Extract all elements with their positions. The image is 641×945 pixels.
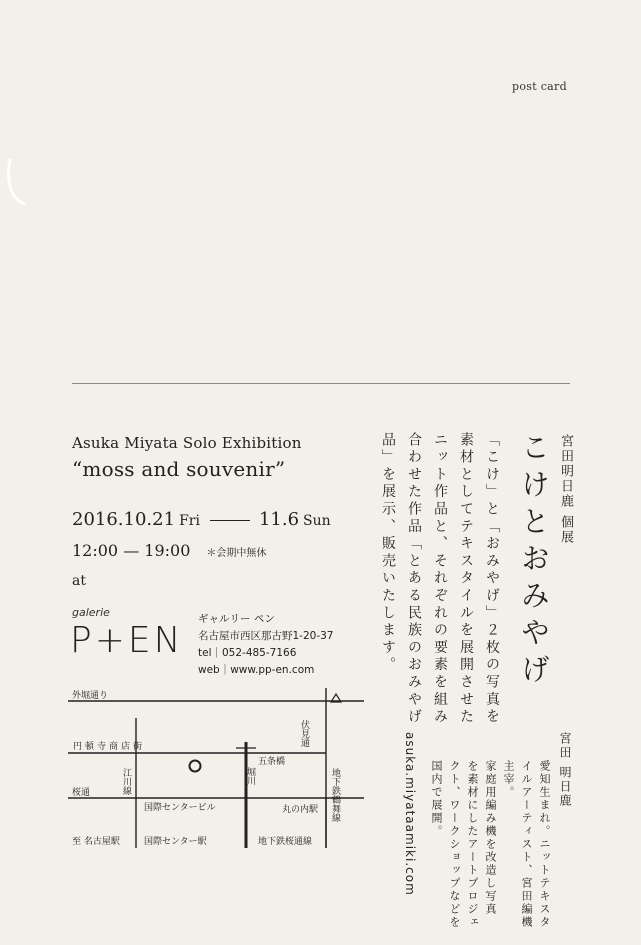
gallery-location-marker: [190, 761, 201, 772]
jp-heading-big: こけとおみやげ: [517, 432, 551, 691]
exhibition-hours: [72, 541, 266, 560]
jp-body-line: 素材としてテキスタイルを展開させた: [458, 432, 474, 727]
map-label-fushimi: 伏見通: [299, 720, 309, 747]
jp-bio-line: 愛知生まれ。ニットテキスタ: [538, 760, 551, 929]
map-label-kokusai-station: 国際センター駅: [144, 837, 207, 847]
artist-url-link[interactable]: asuka.miyataamiki.com: [403, 732, 417, 896]
map-label-endoji: 円頓寺商店街: [73, 742, 146, 752]
end-date: 11.6: [258, 509, 300, 530]
jp-artist-name: 宮田 明日鹿: [558, 732, 572, 808]
map-label-sakura: 桜通: [72, 788, 91, 798]
map-label-gojo: 五条橋: [258, 757, 286, 767]
map-label-tsurumai: 地下鉄鶴舞線: [330, 768, 340, 822]
date-dash: [210, 520, 250, 521]
jp-heading-small: 宮田明日鹿 個展: [558, 434, 573, 546]
jp-bio-line: クト、ワークショップなどを: [448, 760, 461, 929]
jp-bio-line: 家庭用編み機を改造し写真: [484, 760, 497, 916]
gallery-web[interactable]: web｜www.pp-en.com: [198, 664, 315, 676]
start-date: 2016.10.21: [72, 509, 176, 530]
postcard-label: post card: [512, 80, 567, 93]
hours: 12:00 — 19:00: [72, 541, 191, 560]
hours-note: ＊会期中無休: [206, 548, 267, 559]
map-label-ekawa: 江川線: [121, 768, 131, 795]
map-label-marunouchi: 丸の内駅: [282, 805, 319, 815]
jp-body-line: 「こけ」と「おみやげ」２枚の写真を: [484, 432, 500, 727]
jp-bio-line: 国内で展開。: [430, 760, 443, 838]
exhibition-title: Asuka Miyata Solo Exhibition: [72, 434, 302, 452]
at-label: at: [72, 573, 86, 589]
jp-body-line: 合わせた作品「とある民族のおみやげ: [406, 432, 422, 727]
end-day: Sun: [303, 513, 331, 529]
map-label-horikawa: 堀川: [245, 767, 255, 785]
gallery-kana-name: ギャルリー ペン: [198, 613, 275, 625]
jp-bio-line: を素材にしたアートプロジェ: [466, 760, 479, 929]
gallery-tel: tel｜052-485-7166: [198, 647, 297, 659]
gallery-small-name: galerie: [72, 606, 110, 619]
gallery-address: 名古屋市西区那古野1-20-37: [198, 630, 334, 642]
decorative-mark-icon: [0, 140, 60, 220]
gallery-info: [198, 611, 333, 679]
map-label-sotobori: 外堀通り: [72, 691, 109, 701]
divider: [72, 383, 570, 384]
map-label-to-nagoya: 至 名古屋駅: [72, 837, 120, 847]
jp-body-line: 品」を展示、販売いたします。: [380, 432, 396, 675]
map-label-sakuradori-line: 地下鉄桜通線: [258, 837, 313, 847]
jp-bio-line: イルアーティスト、宮田編機: [520, 760, 533, 929]
access-map: [68, 688, 368, 848]
exhibition-subtitle: “moss and souvenir”: [72, 457, 286, 481]
map-label-kokusai-building: 国際センタービル: [144, 803, 216, 813]
start-day: Fri: [179, 513, 200, 529]
jp-bio-line: 主宰。: [502, 760, 515, 799]
jp-body-line: ニット作品と、それぞれの要素を組み: [432, 432, 448, 727]
exhibition-dates: [72, 509, 331, 530]
gallery-logo: P+EN: [70, 620, 184, 661]
